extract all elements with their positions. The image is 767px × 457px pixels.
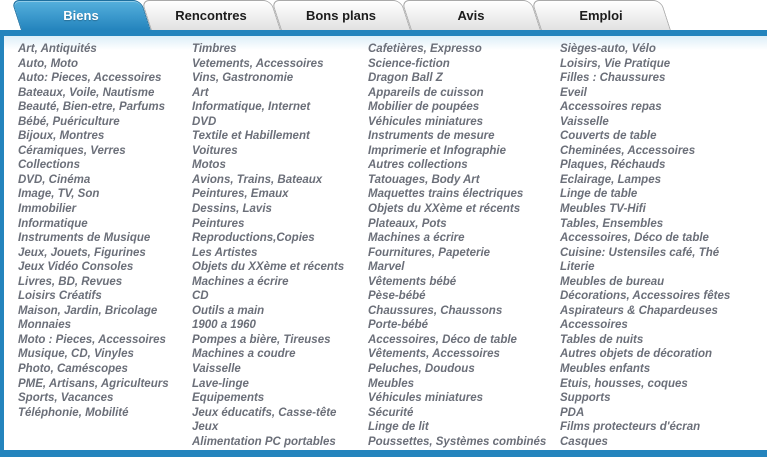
category-link[interactable]: Meubles TV-Hifi: [560, 203, 646, 216]
category-link[interactable]: Art: [192, 86, 209, 99]
category-link[interactable]: CD: [192, 290, 209, 303]
category-link[interactable]: Décorations, Accessoires fêtes: [560, 290, 731, 303]
category-link[interactable]: Cheminées, Accessoires: [560, 144, 696, 157]
category-link[interactable]: Sécurité: [368, 406, 414, 419]
category-link[interactable]: DVD, Cinéma: [18, 173, 91, 186]
category-link[interactable]: Vaisselle: [560, 115, 609, 128]
category-link[interactable]: Vaisselle: [192, 363, 241, 376]
category-link[interactable]: Véhicules miniatures: [368, 392, 484, 405]
category-link[interactable]: Aspirateurs & Chapardeuses: [560, 304, 718, 317]
category-link[interactable]: Chaussures, Chaussons: [368, 304, 503, 317]
tab-avis-label: Avis: [457, 7, 485, 23]
category-link[interactable]: Autres collections: [368, 159, 468, 172]
category-link[interactable]: Vêtements, Accessoires: [368, 348, 500, 361]
category-link[interactable]: Meubles enfants: [560, 363, 651, 376]
category-link[interactable]: Beauté, Bien-etre, Parfums: [18, 101, 165, 114]
tab-emploi-label: Emploi: [579, 7, 623, 23]
category-link[interactable]: Science-fiction: [368, 57, 450, 70]
category-link[interactable]: Vêtements bébé: [368, 275, 457, 288]
category-link[interactable]: Alimentation PC portables: [192, 435, 336, 448]
category-link[interactable]: Bateaux, Voile, Nautisme: [18, 86, 155, 99]
tab-biens[interactable]: [16, 0, 146, 30]
category-link[interactable]: Timbres: [192, 43, 237, 55]
category-link[interactable]: Machines a coudre: [192, 348, 296, 361]
category-link[interactable]: Moto : Pieces, Accessoires: [18, 333, 166, 346]
category-link[interactable]: Image, TV, Son: [18, 188, 100, 201]
tab-bons-plans-label: Bons plans: [305, 7, 377, 23]
tab-bons-plans[interactable]: [276, 0, 406, 30]
category-link[interactable]: Avions, Trains, Bateaux: [192, 173, 323, 186]
category-link[interactable]: PDA: [560, 406, 585, 419]
category-link[interactable]: Photo, Caméscopes: [18, 363, 128, 376]
category-link[interactable]: Bijoux, Montres: [18, 130, 105, 143]
category-link[interactable]: Motos: [192, 159, 226, 172]
category-link[interactable]: Filles : Chaussures: [560, 72, 666, 85]
tab-rencontres-label: Rencontres: [175, 7, 247, 23]
category-link[interactable]: Accessoires: [560, 319, 628, 332]
category-link[interactable]: Linge de lit: [368, 421, 429, 434]
category-link[interactable]: Auto, Moto: [18, 57, 79, 70]
category-columns: [4, 36, 767, 449]
category-link[interactable]: Loisirs Créatifs: [18, 290, 102, 303]
category-link[interactable]: DVD: [192, 115, 217, 128]
category-link[interactable]: Films protecteurs d'écran: [560, 421, 701, 434]
category-link[interactable]: Musique, CD, Vinyles: [18, 348, 134, 361]
category-link[interactable]: Informatique, Internet: [192, 101, 311, 114]
category-link[interactable]: Bébé, Puériculture: [18, 115, 120, 128]
category-link[interactable]: Tables, Ensembles: [560, 217, 664, 230]
category-link[interactable]: Reproductions,Copies: [192, 232, 315, 245]
category-link[interactable]: 1900 a 1960: [192, 319, 256, 332]
category-link[interactable]: Dessins, Lavis: [192, 203, 272, 216]
category-link[interactable]: Marvel: [368, 261, 405, 274]
category-link[interactable]: Les Artistes: [192, 246, 258, 259]
category-link[interactable]: Jeux, Jouets, Figurines: [18, 246, 146, 259]
category-column-4: [560, 42, 767, 449]
category-link[interactable]: Equipements: [192, 392, 265, 405]
category-link[interactable]: Véhicules miniatures: [368, 115, 484, 128]
category-link[interactable]: Livres, BD, Revues: [18, 275, 123, 288]
category-link[interactable]: Peintures, Emaux: [192, 188, 289, 201]
category-link[interactable]: Art, Antiquités: [18, 43, 97, 55]
category-link[interactable]: Appareils de cuisson: [368, 86, 484, 99]
category-link[interactable]: Eclairage, Lampes: [560, 173, 661, 186]
category-link[interactable]: Machines a écrire: [368, 232, 465, 245]
category-link[interactable]: Jeux: [192, 421, 219, 434]
category-link[interactable]: Cafetières, Expresso: [368, 43, 482, 55]
category-link[interactable]: Immobilier: [18, 203, 77, 216]
category-link[interactable]: Lave-linge: [192, 377, 249, 390]
category-link[interactable]: Linge de table: [560, 188, 638, 201]
category-link[interactable]: Collections: [18, 159, 80, 172]
category-link[interactable]: Plateaux, Pots: [368, 217, 447, 230]
category-link[interactable]: Cuisine: Ustensiles café, Thé: [560, 246, 720, 259]
category-link[interactable]: Objets du XXème et récents: [192, 261, 345, 274]
category-link[interactable]: Instruments de mesure: [368, 130, 495, 143]
category-link[interactable]: Céramiques, Verres: [18, 144, 126, 157]
category-link[interactable]: Téléphonie, Mobilité: [18, 406, 129, 419]
category-link[interactable]: Meubles: [368, 377, 415, 390]
tab-biens-label: Biens: [63, 7, 99, 23]
category-link[interactable]: Tables de nuits: [560, 333, 644, 346]
category-link[interactable]: Casques: [560, 435, 608, 448]
category-link[interactable]: Loisirs, Vie Pratique: [560, 57, 671, 70]
category-link[interactable]: Accessoires, Déco de table: [368, 333, 517, 346]
category-link[interactable]: Vins, Gastronomie: [192, 72, 294, 85]
category-link[interactable]: Poussettes, Systèmes combinés: [368, 435, 547, 448]
category-link[interactable]: Objets du XXème et récents: [368, 203, 521, 216]
category-link[interactable]: Autres objets de décoration: [560, 348, 713, 361]
category-link[interactable]: Jeux éducatifs, Casse-tête: [192, 406, 337, 419]
category-link[interactable]: Tatouages, Body Art: [368, 173, 480, 186]
category-link[interactable]: Sports, Vacances: [18, 392, 114, 405]
category-link[interactable]: Maison, Jardin, Bricolage: [18, 304, 158, 317]
category-link[interactable]: Machines a écrire: [192, 275, 289, 288]
category-link[interactable]: Outils a main: [192, 304, 265, 317]
category-link[interactable]: Textile et Habillement: [192, 130, 310, 143]
tab-emploi[interactable]: [536, 0, 666, 30]
category-link[interactable]: Pompes a bière, Tireuses: [192, 333, 331, 346]
category-link[interactable]: Accessoires repas: [560, 101, 662, 114]
category-link[interactable]: Meubles de bureau: [560, 275, 665, 288]
tab-rencontres[interactable]: [146, 0, 276, 30]
category-link[interactable]: Literie: [560, 261, 595, 274]
category-link[interactable]: Imprimerie et Infographie: [368, 144, 507, 157]
category-link[interactable]: PME, Artisans, Agriculteurs: [18, 377, 169, 390]
category-column-3: [368, 42, 560, 449]
category-link[interactable]: Informatique: [18, 217, 88, 230]
category-link[interactable]: Plaques, Réchauds: [560, 159, 666, 172]
tab-bar: [0, 0, 767, 30]
category-link[interactable]: Peintures: [192, 217, 245, 230]
category-link[interactable]: Jeux Vidéo Consoles: [18, 261, 134, 274]
category-column-2: [192, 42, 368, 449]
categories-panel: [0, 30, 767, 457]
category-link[interactable]: Vetements, Accessoires: [192, 57, 324, 70]
category-link[interactable]: Peluches, Doudous: [368, 363, 475, 376]
category-link[interactable]: Supports: [560, 392, 611, 405]
tab-avis[interactable]: [406, 0, 536, 30]
category-column-1: [18, 42, 192, 449]
category-link[interactable]: Eveil: [560, 86, 587, 99]
category-link[interactable]: Fournitures, Papeterie: [368, 246, 491, 259]
category-link[interactable]: Mobilier de poupées: [368, 101, 480, 114]
category-link[interactable]: Dragon Ball Z: [368, 72, 443, 85]
category-link[interactable]: Monnaies: [18, 319, 72, 332]
category-link[interactable]: Auto: Pieces, Accessoires: [18, 72, 162, 85]
category-link[interactable]: Accessoires, Déco de table: [560, 232, 709, 245]
category-link[interactable]: Maquettes trains électriques: [368, 188, 524, 201]
category-link[interactable]: Voitures: [192, 144, 238, 157]
category-link[interactable]: Etuis, housses, coques: [560, 377, 688, 390]
category-link[interactable]: Instruments de Musique: [18, 232, 151, 245]
category-link[interactable]: Couverts de table: [560, 130, 657, 143]
category-link[interactable]: Pèse-bébé: [368, 290, 426, 303]
category-link[interactable]: Porte-bébé: [368, 319, 429, 332]
category-link[interactable]: Sièges-auto, Vélo: [560, 43, 656, 55]
